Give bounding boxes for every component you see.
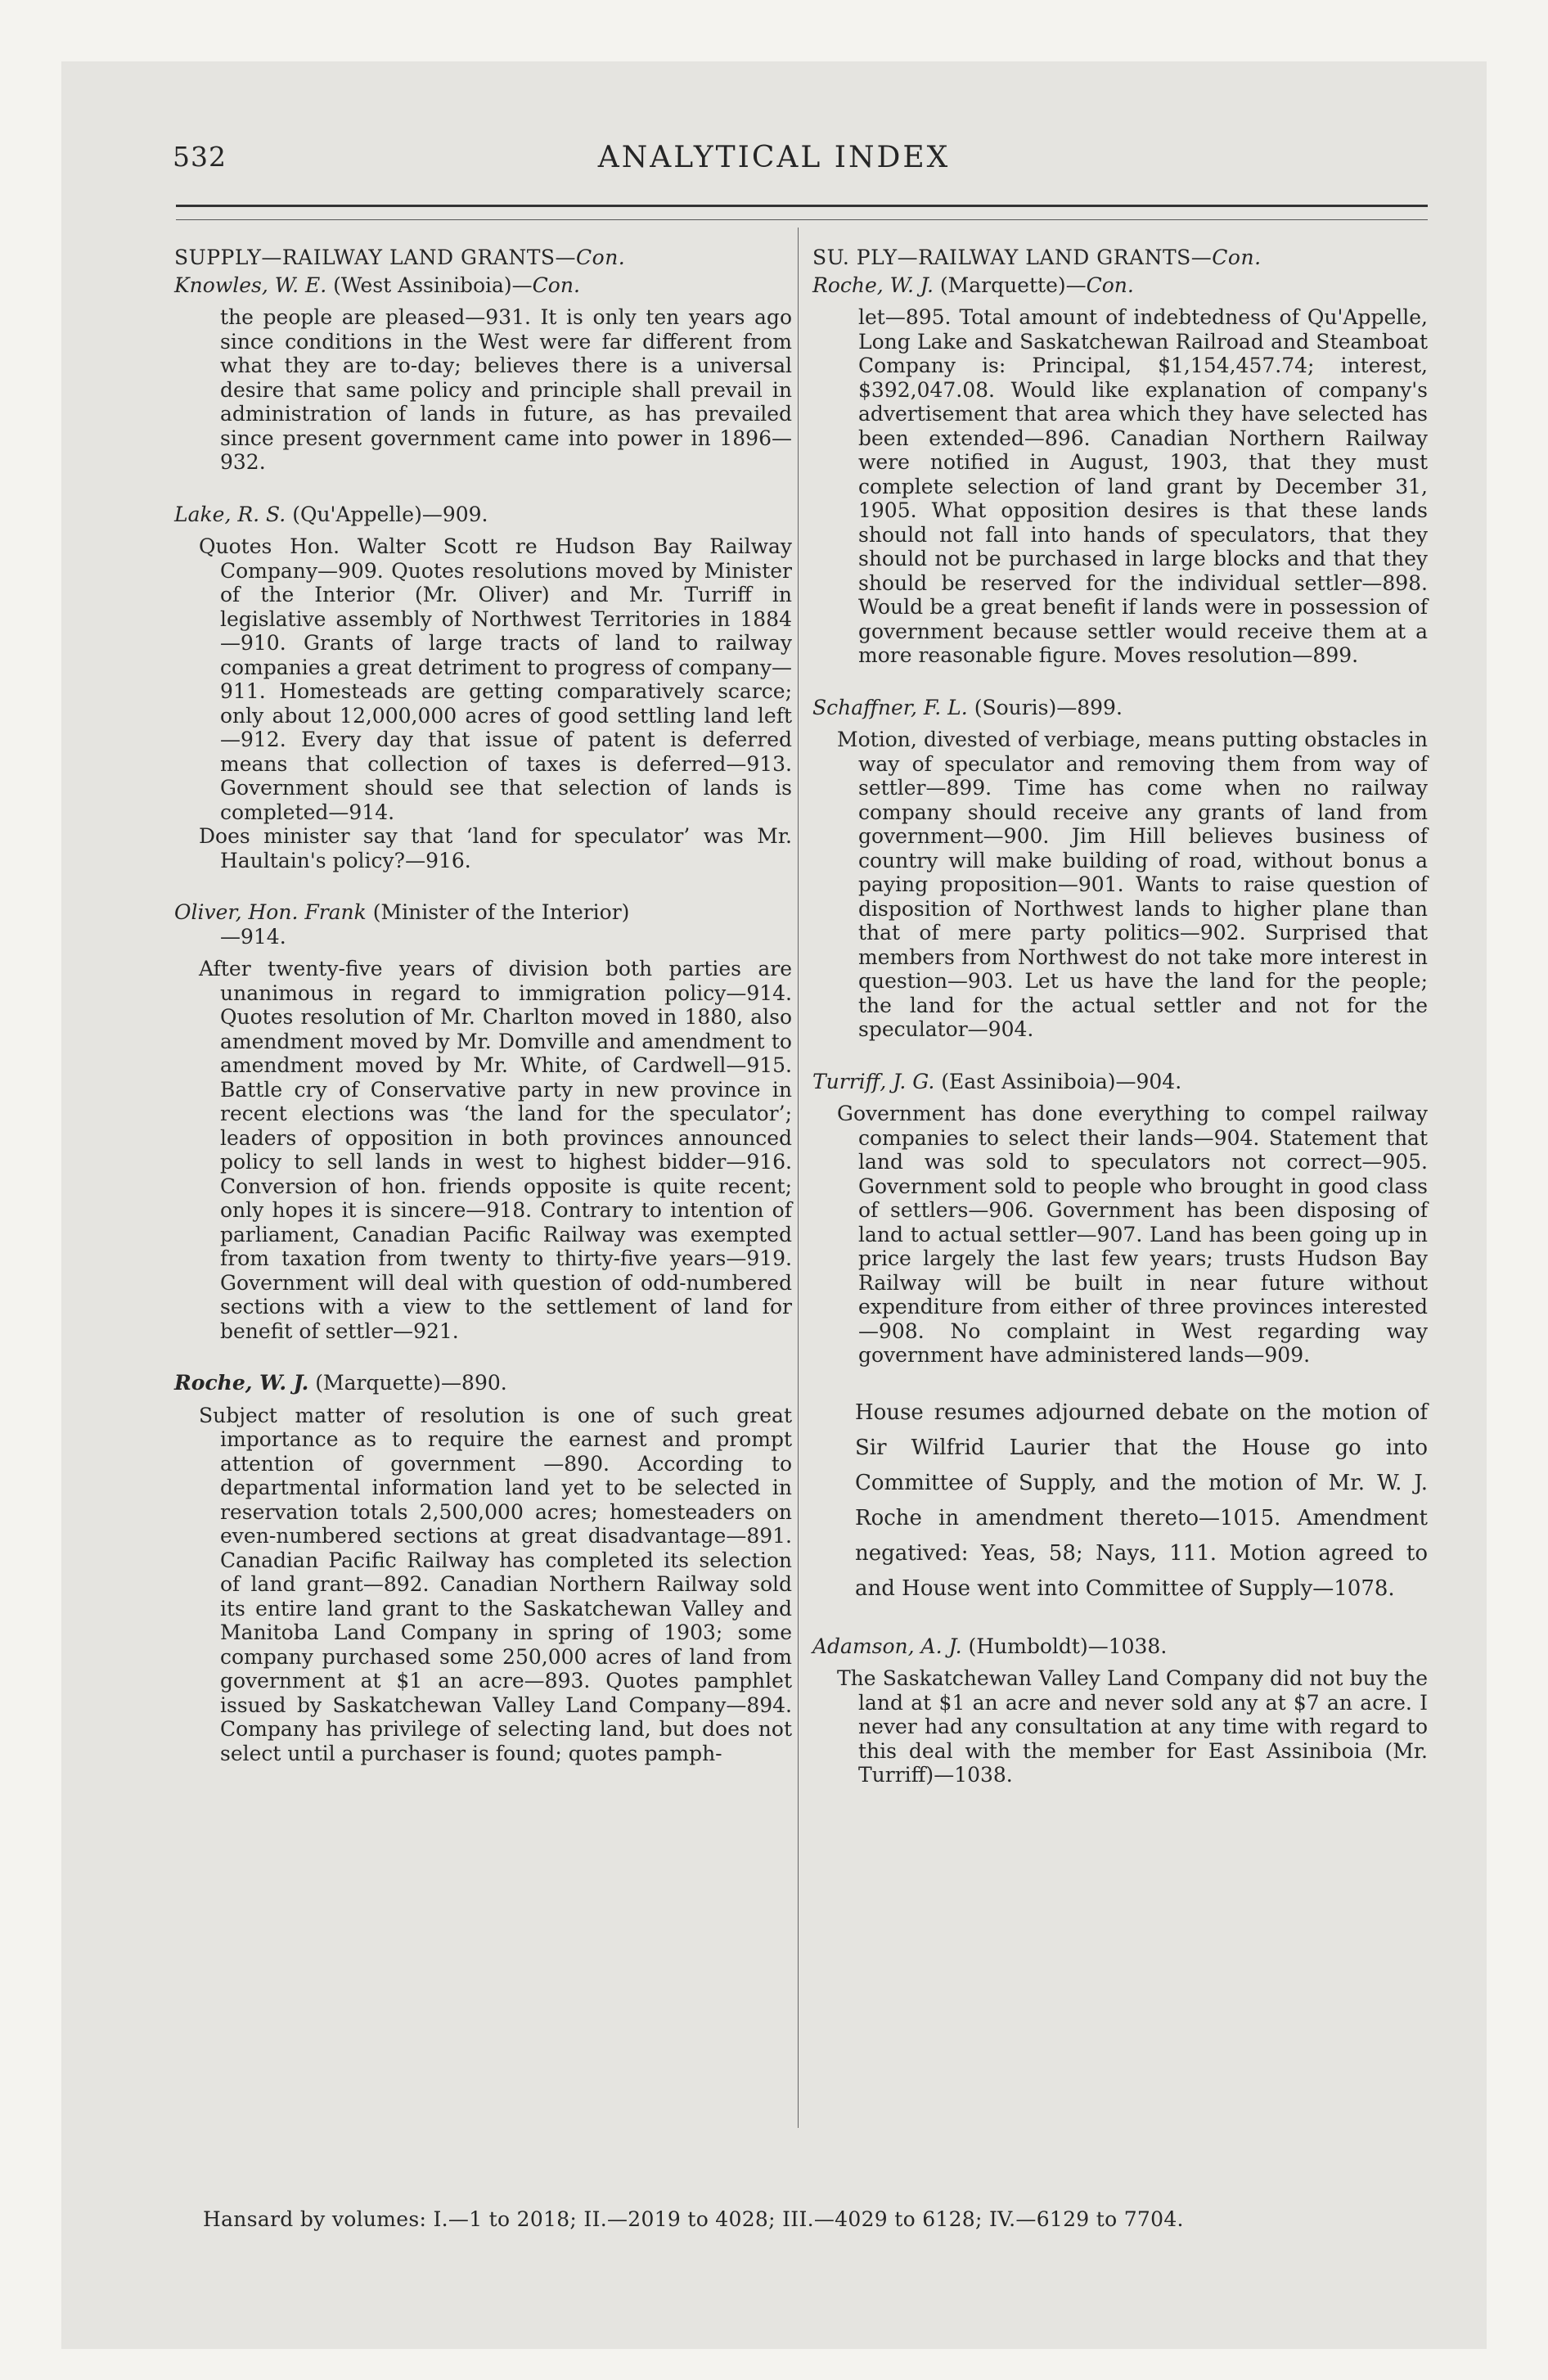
speaker-riding: (Marquette)— [939, 273, 1087, 297]
speaker-riding-con: Con. [1086, 273, 1134, 297]
entry-paragraph: Quotes Hon. Walter Scott re Hudson Bay Railway Company—909. Quotes resolutions moved by Minister of the Interior (Mr. Oliver) and Mr. Turriff in legislative assembly of Northwest Territories in 1884—910. Grants of large tracts of land to railway companies a great detriment to progress of company—911. Homesteads are getting comparatively scarce; only about 12,000,000 acres of good settling land left—912. Every day that issue of patent is deferred means that collection of taxes is deferred—913. Government should see that selection of lands is completed—914. [199, 534, 792, 824]
speaker-name: Schaffner, F. L. [812, 695, 968, 719]
header-rule [176, 205, 1428, 207]
speaker-entry [812, 273, 1428, 668]
speaker-line [812, 1634, 1428, 1659]
entry-paragraph: let—895. Total amount of indebtedness of Qu'Appelle, Long Lake and Saskatchewan Railroad and Steamboat Company is: Principal, $1,154,457.74; interest, $392,047.08. Would like explanation of company's advertisement that area which they have selected has been extended—896. Canadian Northern Railway were notified in August, 1903, that they must complete selection of land grant by December 31, 1905. What opposition desires is that these lands should not fall into hands of speculators, that they should not be purchased in large blocks and that they should be reserved for the individual settler—898. Would be a great benefit if lands were in possession of government because settler would receive them at a more reasonable figure. Moves resolution—899. [858, 305, 1428, 667]
entry-paragraph: After twenty-five years of division both parties are unanimous in regard to immigration policy—914. Quotes resolution of Mr. Charlton moved in 1880, also amendment moved by Mr. Domville and amendment to amendment moved by Mr. White, of Cardwell—915. Battle cry of Conservative party in new province in recent elections was ‘the land for the speculator’; leaders of opposition in both provinces announced policy to sell lands in west to highest bidder—916. Conversion of hon. friends opposite is quite recent; only hopes it is sincere—918. Contrary to intention of parliament, Canadian Pacific Railway was exempted from taxation from twenty to thirty-five years—919. Government will deal with question of odd-numbered sections with a view to the settlement of land for benefit of settler—921. [199, 957, 792, 1343]
speaker-name: Oliver, Hon. Frank [174, 900, 367, 924]
left-column [174, 246, 792, 1793]
entry-paragraph: The Saskatchewan Valley Land Company did not buy the land at $1 an acre and never sold any at $7 an acre. I never had any consultation at any time with regard to this deal with the member for East Assiniboia (Mr. Turriff)—1038. [837, 1666, 1428, 1787]
speaker-riding: (West Assiniboia)— [333, 273, 533, 297]
speaker-entry [812, 1070, 1428, 1368]
entry-paragraph: the people are pleased—931. It is only ten years ago since conditions in the West were far different from what they are to-day; believes there is a universal desire that same policy and principle shall prevail in administration of lands in future, as has prevailed since present government came into power in 1896—932. [220, 305, 792, 474]
speaker-riding-continued: —914. [220, 924, 286, 949]
speaker-name: Turriff, J. G. [812, 1069, 935, 1093]
speaker-entry [812, 1634, 1428, 1787]
speaker-name: Roche, W. J. [812, 273, 934, 297]
house-resumes-note: House resumes adjourned debate on the motion of Sir Wilfrid Laurier that the House go into Committee of Supply, and the motion of Mr. W. J. Roche in amendment thereto—1015. Amendment negatived: Yeas, 58; Nays, 111. Motion agreed to and House went into Committee of Supply—1078. [855, 1400, 1428, 1601]
speaker-entry [812, 696, 1428, 1042]
speaker-line [812, 273, 1428, 298]
column-divider [798, 228, 799, 2128]
speaker-name: Adamson, A. J. [812, 1634, 962, 1658]
speaker-name: Lake, R. S. [174, 502, 286, 526]
section-heading-con: Con. [1212, 246, 1262, 269]
speaker-entry [174, 1371, 792, 1765]
section-heading [812, 246, 1428, 270]
speaker-riding: (Qu'Appelle)—909. [292, 502, 488, 526]
speaker-entry [174, 900, 792, 1343]
speaker-riding-con: Con. [532, 273, 580, 297]
speaker-entry [174, 503, 792, 873]
entry-paragraph: Does minister say that ‘land for speculator’ was Mr. Haultain's policy?—916. [199, 824, 792, 872]
page-number: 532 [173, 141, 227, 173]
speaker-riding: (East Assiniboia)—904. [941, 1069, 1182, 1093]
entry-paragraph: Motion, divested of verbiage, means putting obstacles in way of speculator and removing them from way of settler—899. Time has come when no railway company should receive any grants of land from government—900. Jim Hill believes business of country will make building of road, without bonus a paying proposition—901. Wants to raise question of disposition of Northwest lands to higher plane than that of mere party politics—902. Surprised that members from Northwest do not take more interest in question—903. Let us have the land for the people; the land for the actual settler and not for the speculator—904. [837, 728, 1428, 1041]
page-title: ANALYTICAL INDEX [597, 141, 951, 174]
speaker-line [812, 1070, 1428, 1094]
speaker-line [174, 503, 792, 527]
page-header [0, 82, 1548, 174]
speaker-line [812, 696, 1428, 720]
speaker-riding: (Marquette)—890. [315, 1371, 507, 1395]
section-heading [174, 246, 792, 270]
speaker-line [174, 900, 792, 925]
speaker-riding: (Humboldt)—1038. [968, 1634, 1168, 1658]
right-column [812, 246, 1428, 1815]
speaker-name: Knowles, W. E. [174, 273, 327, 297]
entry-paragraph: Government has done everything to compel railway companies to select their lands—904. Statement that land was sold to speculators not correct—905. Government sold to people who brought in good class of settlers—906. Government has been disposing of land to actual settler—907. Land has been going up in price largely the last few years; trusts Hudson Bay Railway will be built in near future without expenditure from either of three provinces interested—908. No complaint in West regarding way government have administered lands—909. [837, 1102, 1428, 1367]
speaker-riding: (Souris)—899. [974, 695, 1123, 719]
speaker-riding: (Minister of the Interior) [372, 900, 630, 924]
section-heading-con: Con. [576, 246, 626, 269]
section-heading-text: SUPPLY—RAILWAY LAND GRANTS— [174, 246, 577, 269]
section-heading-text: SU. PLY—RAILWAY LAND GRANTS— [812, 246, 1213, 269]
header-rule-thin [176, 219, 1428, 220]
speaker-line [174, 273, 792, 298]
speaker-line [174, 1371, 792, 1395]
entry-paragraph: Subject matter of resolution is one of such great importance as to require the earnest and prompt attention of government —890. According to departmental information land yet to be selected in reservation totals 2,500,000 acres; homesteaders on even-numbered sections at great disadvantage—891. Canadian Pacific Railway has completed its selection of land grant—892. Canadian Northern Railway sold its entire land grant to the Saskatchewan Valley and Manitoba Land Company in spring of 1903; some company purchased some 250,000 acres of land from government at $1 an acre—893. Quotes pamphlet issued by Saskatchewan Valley Land Company—894. Company has privilege of selecting land, but does not select until a purchaser is found; quotes pamph- [199, 1403, 792, 1765]
speaker-entry [174, 273, 792, 475]
speaker-name: Roche, W. J. [174, 1371, 309, 1395]
hansard-volumes-footer: Hansard by volumes: I.—1 to 2018; II.—2019 to 4028; III.—4029 to 6128; IV.—6129 to 7704. [203, 2207, 1184, 2231]
